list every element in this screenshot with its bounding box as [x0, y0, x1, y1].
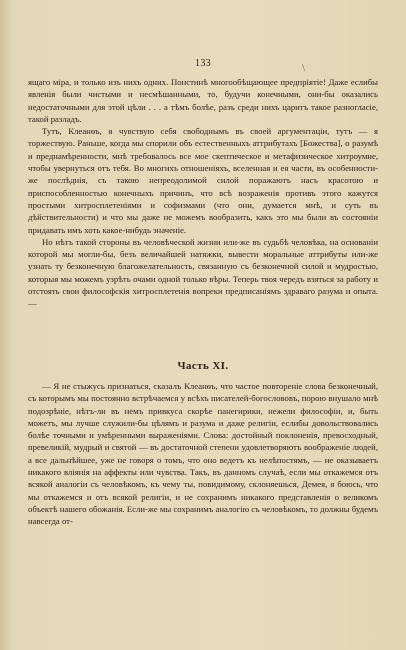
paragraph: Но нѣтъ такой стороны въ человѣческой жизни или-же въ судьбѣ человѣка, на основаніи которой мы могли-бы, безъ величайшей натяжки, вывести моральные аттрибуты или-же узнать ту безконечную благожелательность, связанную съ безконечной силой и мудростью, которыя мы можемъ узрѣть очами одной только вѣры. Теперь твоя чередъ взяться за работу и отстоять свои философскія хитросплетенія вопреки предписаніямъ здраваго разума и опыта. — [28, 236, 378, 309]
text-block-upper [28, 76, 378, 310]
paragraph: — Я не стыжусь признаться, сказалъ Клеанѳъ, что частое повтореніе слова безконечный, съ которымъ мы постоянно встрѣчаемся у всѣхъ писателей-богослововъ, порою внушало мнѣ подозрѣніе, нѣтъ-ли въ немъ привкуса скорѣе панегирики, нежели философіи, и, быть можетъ, мы лучше служили-бы цѣлямъ и разума и даже религіи, еслибы довольствовались болѣе точными и умѣренными выраженіями. Слова: достойный поклоненія, превосходный, превеликій, мудрый и святой — въ достаточной степени удовлетворяютъ воображеніе людей, а все дальнѣйшее, уже не говоря о томъ, что оно ведетъ къ нелѣпостямъ, — не оказываетъ никакого вліянія на аффекты или чувства. Такъ, въ данномъ случаѣ, если мы откажемся отъ всякой аналогіи съ человѣкомъ, къ чему ты, повидимому, склоняешься, Демея, я боюсь, что мы откажемся и отъ всякой религіи, и не сохранимъ никакого представленія о великомъ объектѣ нашего обожанія. Если-же мы сохранимъ аналогію съ человѣкомъ, то должны будемъ навсегда от- [28, 381, 378, 527]
margin-mark: \ [302, 62, 306, 74]
paragraph: ящаго міра, и только изъ нихъ одних. Понстинѣ многообѣщающее предпріятіе! Даже еслибы явленія были чистыми и несмѣшанными, то, будучи конечными, они-бы оказались недостаточными для этой цѣли . . . а тѣмъ болѣе, разъ среди нихъ царитъ такое разногласіе, такой разладъ. [28, 77, 378, 124]
text-block-lower [28, 380, 378, 528]
page-number: 133 [195, 58, 211, 69]
paragraph: Тутъ, Клеанѳъ, я чувствую себя свободнымъ въ своей аргументаціи, тутъ — я торжествую. Раньше, когда мы спорили объ естественныхъ аттрибутахъ [Божества], о разумѣ и преднамѣренности, мнѣ требовалось все мое скептическое и метафизическое хитроумие, чтобы увернуться отъ тебя. Во многихъ отношеніяхъ, вселенная и ея части, въ особенности-же послѣднія, съ такою непреодолимой силой поражаютъ насъ красотою и приспособленностью конечныхъ причинъ, что всѣ возраженія противъ этого кажутся простыми хитросплетеніями и софизмами (что они, думается мнѣ, и суть въ дѣйствительности) и что мы даже не можемъ вообразить, какъ это мы были въ состояніи придавать имъ хоть какое-нибудь значеніе. [28, 126, 378, 235]
chapter-heading: Часть XI. [177, 360, 229, 372]
